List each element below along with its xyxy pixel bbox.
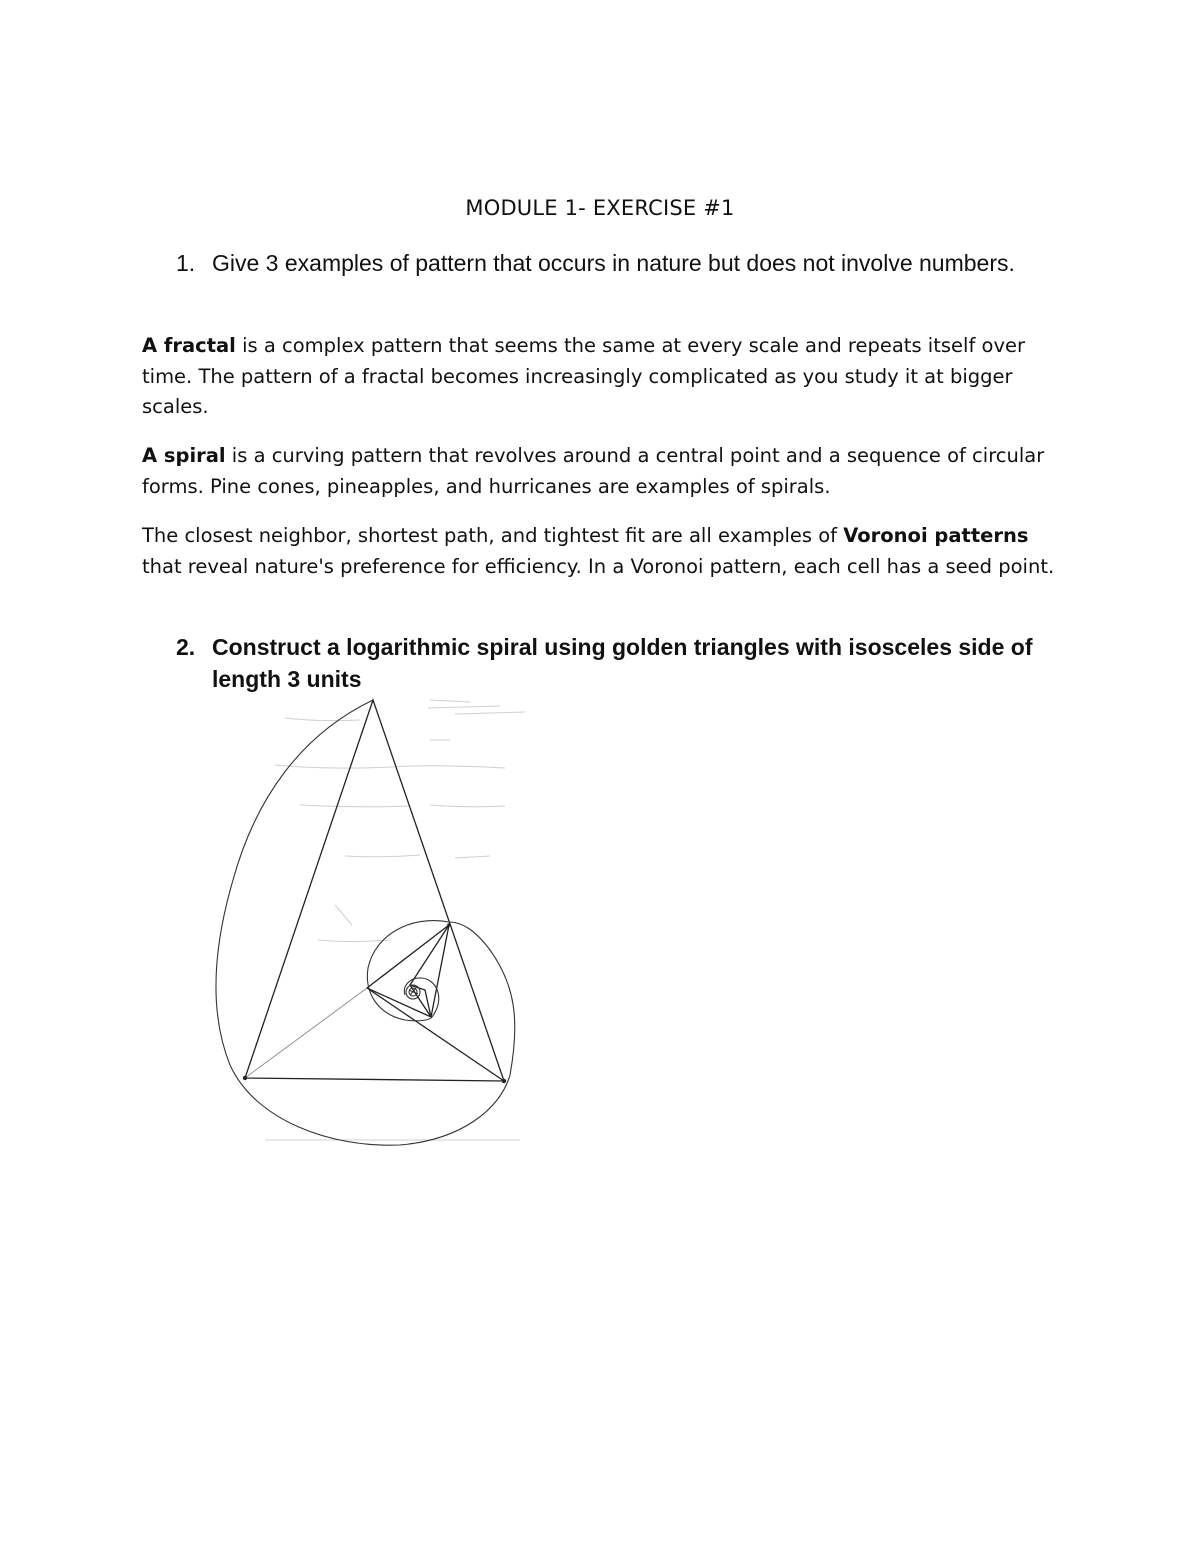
question-number: 2. — [176, 634, 196, 660]
vertex-dots — [243, 923, 506, 1083]
inner-triangle-3 — [410, 925, 449, 1017]
voronoi-definition: that reveal nature's preference for efficiency. In a Voronoi pattern, each cell has a seed point. — [142, 554, 1055, 578]
page-title: MODULE 1- EXERCISE #1 — [465, 196, 735, 220]
construction-lines — [245, 700, 504, 1081]
question-number: 1. — [176, 250, 196, 276]
question-2 — [176, 631, 1076, 695]
question-1 — [176, 247, 1076, 279]
fractal-definition: is a complex pattern that seems the same at every scale and repeats itself over time. The pattern of a fractal becomes increasingly complicated as you study it at bigger scales. — [142, 334, 1025, 418]
term-fractal: A fractal — [142, 334, 236, 357]
answer-spiral — [142, 441, 1072, 502]
answer-voronoi — [142, 521, 1072, 582]
spiral-middle-arc — [367, 921, 449, 1021]
term-voronoi: Voronoi patterns — [843, 524, 1029, 547]
voronoi-lead: The closest neighbor, shortest path, and tightest fit are all examples of — [142, 524, 844, 547]
faint-background-marks — [265, 700, 525, 1140]
inner-triangle-2 — [367, 925, 449, 1017]
question-text: Construct a logarithmic spiral using golden triangles with isosceles side of length 3 units — [212, 634, 1033, 692]
term-spiral: A spiral — [142, 444, 226, 467]
spiral-definition: is a curving pattern that revolves around a central point and a sequence of circular forms. Pine cones, pineapples, and hurricanes are examples of spirals. — [142, 444, 1045, 498]
question-text: Give 3 examples of pattern that occurs in nature but does not involve numbers. — [212, 250, 1015, 276]
answer-fractal — [142, 331, 1072, 423]
outer-golden-triangle — [245, 700, 504, 1081]
golden-triangle-spiral-drawing — [205, 690, 540, 1155]
inner-triangle-1 — [367, 925, 504, 1081]
